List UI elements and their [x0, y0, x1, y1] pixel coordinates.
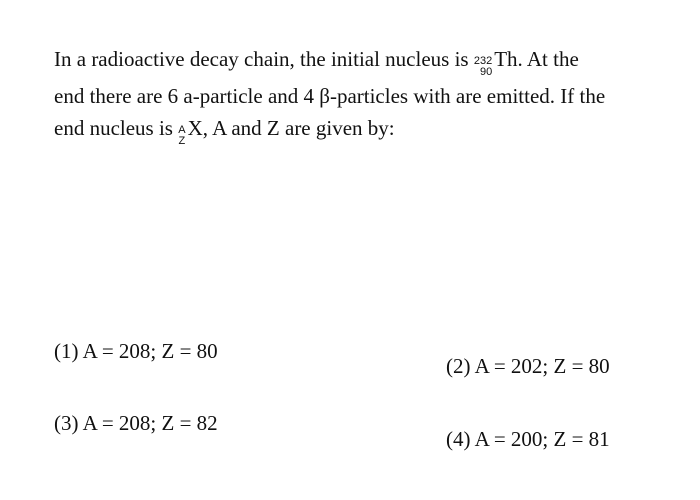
- question-line-1-start: In a radioactive decay chain, the initial nucleus is: [54, 47, 469, 71]
- question-line-1-end: . At the: [517, 47, 579, 71]
- end-element-symbol: X: [187, 116, 203, 140]
- question-text: [54, 43, 654, 149]
- question-line-3-end: , A and Z are given by:: [202, 116, 395, 140]
- question-line-1: [54, 43, 654, 80]
- end-mass-number: A: [178, 124, 186, 136]
- option-4[interactable]: (4) A = 200; Z = 81: [446, 427, 610, 451]
- end-nucleus: [178, 112, 203, 149]
- option-3[interactable]: (3) A = 208; Z = 82: [54, 411, 218, 435]
- question-line-3: [54, 112, 654, 149]
- end-atomic-number: Z: [178, 135, 186, 147]
- initial-mass-number: 232: [473, 55, 493, 67]
- question-line-2: end there are 6 a-particle and 4 β-particles with are emitted. If the: [54, 84, 606, 108]
- initial-element-symbol: Th: [494, 47, 518, 71]
- option-1[interactable]: (1) A = 208; Z = 80: [54, 339, 218, 363]
- initial-atomic-number: 90: [479, 66, 493, 78]
- option-2[interactable]: (2) A = 202; Z = 80: [446, 354, 610, 378]
- initial-nucleus: [474, 43, 518, 80]
- question-line-3-start: end nucleus is: [54, 116, 173, 140]
- initial-nucleus-numbers: [474, 56, 492, 78]
- end-nucleus-numbers: [178, 125, 185, 147]
